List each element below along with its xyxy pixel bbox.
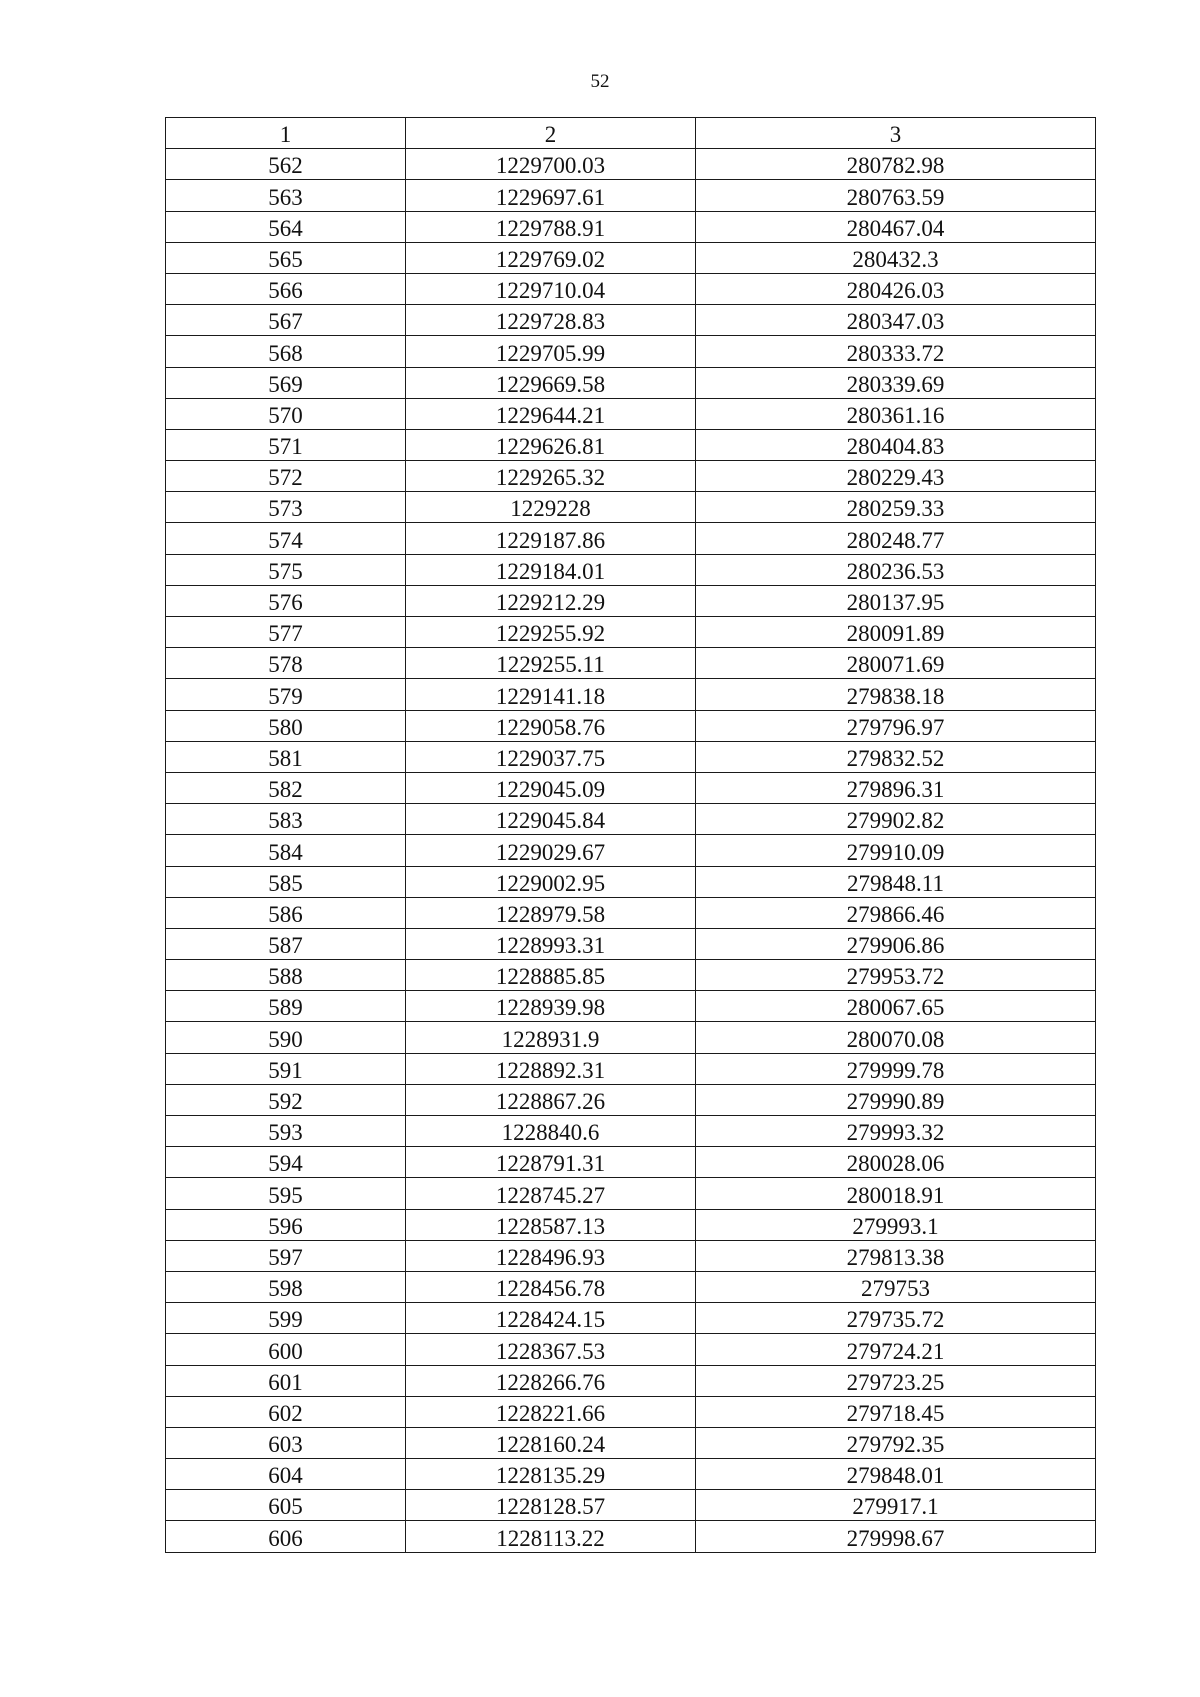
y-coordinate-cell: 280404.83 [696,429,1096,460]
table-row [166,1521,1096,1552]
y-coordinate-cell: 280763.59 [696,180,1096,211]
table-row [166,1396,1096,1427]
y-coordinate-cell: 280236.53 [696,554,1096,585]
x-coordinate-cell: 1228221.66 [406,1396,696,1427]
y-coordinate-cell: 280028.06 [696,1147,1096,1178]
point-number-cell: 589 [166,991,406,1022]
point-number-cell: 567 [166,305,406,336]
x-coordinate-cell: 1229788.91 [406,211,696,242]
point-number-cell: 573 [166,492,406,523]
x-coordinate-cell: 1229769.02 [406,242,696,273]
x-coordinate-cell: 1228160.24 [406,1427,696,1458]
table-body [166,149,1096,1552]
table-row [166,1459,1096,1490]
y-coordinate-cell: 279866.46 [696,897,1096,928]
table-row [166,1427,1096,1458]
table-row [166,1209,1096,1240]
point-number-cell: 585 [166,866,406,897]
table-row [166,429,1096,460]
x-coordinate-cell: 1229029.67 [406,835,696,866]
column-header-1: 1 [166,118,406,149]
point-number-cell: 566 [166,273,406,304]
point-number-cell: 569 [166,367,406,398]
point-number-cell: 591 [166,1053,406,1084]
table-row [166,492,1096,523]
column-header-2: 2 [406,118,696,149]
table-row [166,804,1096,835]
x-coordinate-cell: 1228128.57 [406,1490,696,1521]
x-coordinate-cell: 1228791.31 [406,1147,696,1178]
point-number-cell: 598 [166,1271,406,1302]
y-coordinate-cell: 279838.18 [696,679,1096,710]
table-row [166,960,1096,991]
table-row [166,1334,1096,1365]
table-row [166,1365,1096,1396]
point-number-cell: 565 [166,242,406,273]
table-row [166,305,1096,336]
table-row [166,991,1096,1022]
point-number-cell: 597 [166,1240,406,1271]
x-coordinate-cell: 1229697.61 [406,180,696,211]
table-row [166,1490,1096,1521]
point-number-cell: 593 [166,1116,406,1147]
x-coordinate-cell: 1229728.83 [406,305,696,336]
point-number-cell: 575 [166,554,406,585]
y-coordinate-cell: 279902.82 [696,804,1096,835]
point-number-cell: 572 [166,461,406,492]
table-row [166,336,1096,367]
y-coordinate-cell: 279792.35 [696,1427,1096,1458]
point-number-cell: 571 [166,429,406,460]
table-row [166,149,1096,180]
x-coordinate-cell: 1229037.75 [406,741,696,772]
x-coordinate-cell: 1229265.32 [406,461,696,492]
table-row [166,523,1096,554]
x-coordinate-cell: 1229705.99 [406,336,696,367]
y-coordinate-cell: 279848.01 [696,1459,1096,1490]
x-coordinate-cell: 1229644.21 [406,398,696,429]
x-coordinate-cell: 1228745.27 [406,1178,696,1209]
point-number-cell: 577 [166,617,406,648]
y-coordinate-cell: 279735.72 [696,1303,1096,1334]
table-row [166,1022,1096,1053]
x-coordinate-cell: 1228931.9 [406,1022,696,1053]
y-coordinate-cell: 280361.16 [696,398,1096,429]
table-row [166,1116,1096,1147]
x-coordinate-cell: 1229710.04 [406,273,696,304]
point-number-cell: 568 [166,336,406,367]
x-coordinate-cell: 1229626.81 [406,429,696,460]
y-coordinate-cell: 280071.69 [696,648,1096,679]
table-row [166,648,1096,679]
table-row [166,180,1096,211]
point-number-cell: 584 [166,835,406,866]
x-coordinate-cell: 1229212.29 [406,585,696,616]
point-number-cell: 590 [166,1022,406,1053]
point-number-cell: 581 [166,741,406,772]
table-row [166,617,1096,648]
point-number-cell: 588 [166,960,406,991]
point-number-cell: 606 [166,1521,406,1552]
x-coordinate-cell: 1229045.09 [406,772,696,803]
y-coordinate-cell: 279906.86 [696,928,1096,959]
x-coordinate-cell: 1228587.13 [406,1209,696,1240]
x-coordinate-cell: 1228424.15 [406,1303,696,1334]
y-coordinate-cell: 280347.03 [696,305,1096,336]
x-coordinate-cell: 1228135.29 [406,1459,696,1490]
x-coordinate-cell: 1228840.6 [406,1116,696,1147]
x-coordinate-cell: 1229002.95 [406,866,696,897]
y-coordinate-cell: 280432.3 [696,242,1096,273]
y-coordinate-cell: 279723.25 [696,1365,1096,1396]
x-coordinate-cell: 1228892.31 [406,1053,696,1084]
y-coordinate-cell: 279999.78 [696,1053,1096,1084]
y-coordinate-cell: 279724.21 [696,1334,1096,1365]
y-coordinate-cell: 280248.77 [696,523,1096,554]
y-coordinate-cell: 280333.72 [696,336,1096,367]
x-coordinate-cell: 1229058.76 [406,710,696,741]
y-coordinate-cell: 280018.91 [696,1178,1096,1209]
x-coordinate-cell: 1229045.84 [406,804,696,835]
y-coordinate-cell: 280339.69 [696,367,1096,398]
x-coordinate-cell: 1229255.92 [406,617,696,648]
point-number-cell: 587 [166,928,406,959]
x-coordinate-cell: 1228266.76 [406,1365,696,1396]
table-row [166,1178,1096,1209]
table-row [166,741,1096,772]
page-number: 52 [590,71,610,92]
point-number-cell: 602 [166,1396,406,1427]
y-coordinate-cell: 279993.32 [696,1116,1096,1147]
y-coordinate-cell: 279953.72 [696,960,1096,991]
y-coordinate-cell: 279910.09 [696,835,1096,866]
y-coordinate-cell: 280137.95 [696,585,1096,616]
point-number-cell: 604 [166,1459,406,1490]
point-number-cell: 576 [166,585,406,616]
x-coordinate-cell: 1228885.85 [406,960,696,991]
point-number-cell: 579 [166,679,406,710]
y-coordinate-cell: 279796.97 [696,710,1096,741]
table-row [166,273,1096,304]
point-number-cell: 596 [166,1209,406,1240]
y-coordinate-cell: 280229.43 [696,461,1096,492]
y-coordinate-cell: 279993.1 [696,1209,1096,1240]
x-coordinate-cell: 1229255.11 [406,648,696,679]
x-coordinate-cell: 1229228 [406,492,696,523]
y-coordinate-cell: 280259.33 [696,492,1096,523]
table-row [166,897,1096,928]
y-coordinate-cell: 279917.1 [696,1490,1096,1521]
y-coordinate-cell: 279998.67 [696,1521,1096,1552]
table-row [166,461,1096,492]
table-row [166,554,1096,585]
point-number-cell: 603 [166,1427,406,1458]
table-row [166,1084,1096,1115]
x-coordinate-cell: 1229141.18 [406,679,696,710]
table-row [166,585,1096,616]
table-row [166,866,1096,897]
table-row [166,367,1096,398]
point-number-cell: 582 [166,772,406,803]
y-coordinate-cell: 279832.52 [696,741,1096,772]
x-coordinate-cell: 1228113.22 [406,1521,696,1552]
point-number-cell: 586 [166,897,406,928]
point-number-cell: 599 [166,1303,406,1334]
y-coordinate-cell: 280091.89 [696,617,1096,648]
table-row [166,835,1096,866]
y-coordinate-cell: 279848.11 [696,866,1096,897]
x-coordinate-cell: 1228367.53 [406,1334,696,1365]
x-coordinate-cell: 1228939.98 [406,991,696,1022]
y-coordinate-cell: 280067.65 [696,991,1096,1022]
point-number-cell: 592 [166,1084,406,1115]
y-coordinate-cell: 279896.31 [696,772,1096,803]
point-number-cell: 594 [166,1147,406,1178]
table-row [166,242,1096,273]
table-row [166,1147,1096,1178]
point-number-cell: 600 [166,1334,406,1365]
y-coordinate-cell: 279990.89 [696,1084,1096,1115]
x-coordinate-cell: 1228496.93 [406,1240,696,1271]
point-number-cell: 580 [166,710,406,741]
table-row [166,1053,1096,1084]
column-header-3: 3 [696,118,1096,149]
table-row [166,679,1096,710]
table-header-row [166,118,1096,149]
y-coordinate-cell: 279753 [696,1271,1096,1302]
table-row [166,772,1096,803]
point-number-cell: 574 [166,523,406,554]
point-number-cell: 583 [166,804,406,835]
table-row [166,1303,1096,1334]
x-coordinate-cell: 1229187.86 [406,523,696,554]
y-coordinate-cell: 280426.03 [696,273,1096,304]
table-row [166,398,1096,429]
point-number-cell: 564 [166,211,406,242]
x-coordinate-cell: 1228979.58 [406,897,696,928]
coordinates-table [165,117,1096,1553]
x-coordinate-cell: 1228456.78 [406,1271,696,1302]
table-row [166,928,1096,959]
point-number-cell: 562 [166,149,406,180]
y-coordinate-cell: 280070.08 [696,1022,1096,1053]
table-row [166,710,1096,741]
point-number-cell: 578 [166,648,406,679]
table-row [166,211,1096,242]
point-number-cell: 605 [166,1490,406,1521]
y-coordinate-cell: 280782.98 [696,149,1096,180]
point-number-cell: 595 [166,1178,406,1209]
table-row [166,1240,1096,1271]
point-number-cell: 563 [166,180,406,211]
y-coordinate-cell: 279813.38 [696,1240,1096,1271]
point-number-cell: 601 [166,1365,406,1396]
x-coordinate-cell: 1229184.01 [406,554,696,585]
x-coordinate-cell: 1229700.03 [406,149,696,180]
point-number-cell: 570 [166,398,406,429]
y-coordinate-cell: 280467.04 [696,211,1096,242]
x-coordinate-cell: 1228867.26 [406,1084,696,1115]
table-row [166,1271,1096,1302]
y-coordinate-cell: 279718.45 [696,1396,1096,1427]
x-coordinate-cell: 1228993.31 [406,928,696,959]
x-coordinate-cell: 1229669.58 [406,367,696,398]
